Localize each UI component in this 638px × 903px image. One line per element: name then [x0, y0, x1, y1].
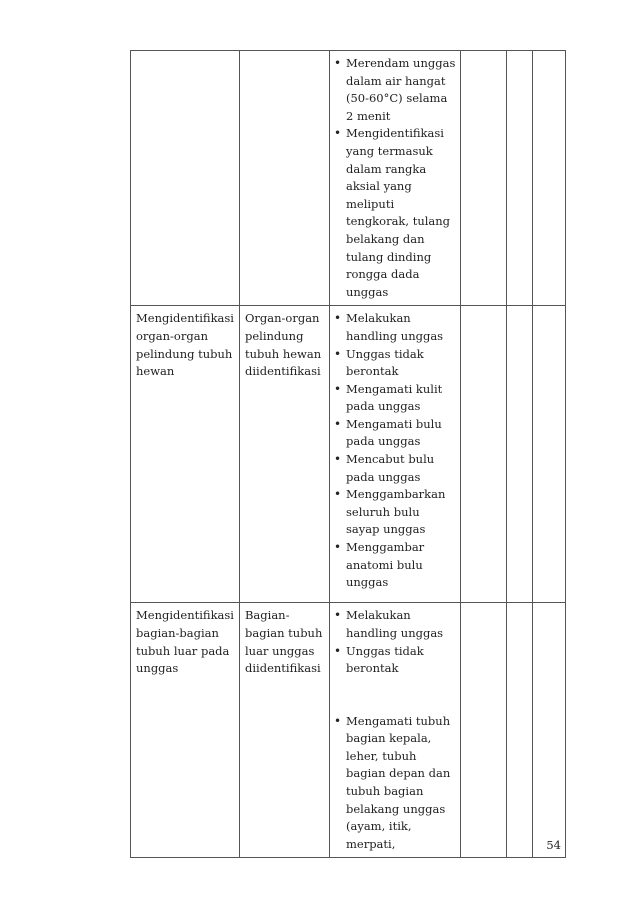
steps-list [334, 310, 456, 592]
empty-cell [460, 306, 506, 603]
list-item: • Mengamati bulu pada unggas [334, 416, 456, 451]
table-row [131, 306, 566, 603]
steps-cell [329, 306, 460, 603]
activity-cell: Mengidentifikasi organ-organ pelindung tubuh hewan [131, 306, 240, 603]
steps-list [334, 607, 456, 677]
steps-cell [329, 603, 460, 858]
table-row [131, 51, 566, 306]
list-item: • Mengidentifikasi yang termasuk dalam rangka aksial yang meliputi tengkorak, tulang belakang dan tulang dinding rongga dada unggas [334, 125, 456, 301]
list-item: • Merendam unggas dalam air hangat (50-60°C) selama 2 menit [334, 55, 456, 125]
empty-cell [532, 51, 565, 306]
empty-cell [460, 51, 506, 306]
indicator-cell: Bagian-bagian tubuh luar unggas diidentifikasi [239, 603, 329, 858]
list-item: • Mencabut bulu pada unggas [334, 451, 456, 486]
activity-cell [131, 51, 240, 306]
empty-cell [506, 603, 532, 858]
page-number: 54 [546, 838, 561, 852]
empty-cell [506, 306, 532, 603]
list-item: • Mengamati tubuh bagian kepala, leher, tubuh bagian depan dan tubuh bagian belakang unggas (ayam, itik, merpati, [334, 713, 456, 854]
table-row [131, 603, 566, 858]
empty-cell [506, 51, 532, 306]
activity-table [130, 50, 566, 858]
list-item: • Unggas tidak berontak [334, 643, 456, 678]
empty-cell [460, 603, 506, 858]
empty-cell [532, 603, 565, 858]
list-item: • Melakukan handling unggas [334, 310, 456, 345]
list-item: • Melakukan handling unggas [334, 607, 456, 642]
steps-list [334, 713, 456, 854]
indicator-cell: Organ-organ pelindung tubuh hewan diidentifikasi [239, 306, 329, 603]
steps-list [334, 55, 456, 301]
steps-cell [329, 51, 460, 306]
indicator-cell [239, 51, 329, 306]
spacer [334, 678, 456, 713]
list-item: • Menggambarkan seluruh bulu sayap unggas [334, 486, 456, 539]
activity-cell: Mengidentifikasi bagian-bagian tubuh luar pada unggas [131, 603, 240, 858]
empty-cell [532, 306, 565, 603]
list-item: • Menggambar anatomi bulu unggas [334, 539, 456, 592]
list-item: • Unggas tidak berontak [334, 346, 456, 381]
list-item: • Mengamati kulit pada unggas [334, 381, 456, 416]
